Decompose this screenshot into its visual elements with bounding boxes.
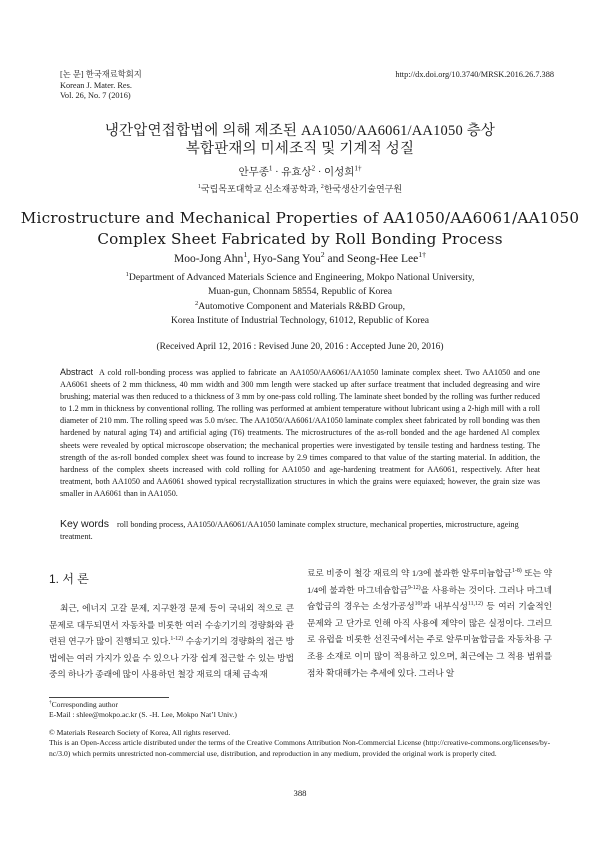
english-title-line1: Microstructure and Mechanical Properties of AA1050/AA6061/AA1050 [20, 209, 580, 227]
body-column-left [49, 600, 294, 683]
doi-link[interactable]: http://dx.doi.org/10.3740/MRSK.2016.26.7.388 [395, 70, 554, 79]
section-heading: 1. 서 론 [49, 572, 89, 586]
journal-volume: Vol. 26, No. 7 (2016) [60, 91, 131, 100]
affiliation-line: Muan-gun, Chonnam 58554, Republic of Korea [207, 286, 393, 298]
korean-affiliation [0, 182, 600, 195]
affiliation-mark: 1 [197, 184, 201, 190]
english-authors [0, 250, 600, 265]
author-separator: , [247, 253, 253, 265]
english-title-line2: Complex Sheet Fabricated by Roll Bonding Process [97, 230, 503, 248]
affiliation-mark: 2 [320, 184, 324, 190]
copyright-note [49, 728, 554, 759]
affiliation-text: Automotive Component and Materials R&BD Group, [198, 300, 406, 312]
affiliation-line: Korea Institute of Industrial Technology, 61012, Republic of Korea [170, 315, 430, 327]
author-name: Moo-Jong Ahn [173, 253, 244, 265]
affiliation-mark: 1† [354, 164, 362, 173]
abstract [60, 366, 540, 500]
affiliation-mark: 2 [311, 164, 316, 173]
body-text: 최근, 에너지 고갈 문제, 지구환경 문제 등이 국내외 적으로 큰 문제로 대두되면서 자동차를 비롯한 여러 수송기기의 경량화와 관련된 연구가 많이 진행되고 있다. [49, 603, 294, 647]
citation-ref: 9-12) [407, 584, 421, 591]
author-name: Seong-Hee Lee [346, 253, 419, 265]
journal-header [60, 70, 142, 102]
author-name: Hyo-Sang You [252, 253, 321, 265]
affiliation-text: Department of Advanced Materials Science and Engineering, Mokpo National University, [128, 272, 475, 283]
affiliation-text: 한국생산기술연구원 [323, 184, 403, 194]
keywords-label: Key words [60, 518, 110, 530]
license-text: This is an Open-Access article distributed under the terms of the Creative Commons Attribution Non-Commercial License (http://creative-commons.org/licenses/by-nc/3.0) which permits unrestricted non-commercial use, distribution, and reproduction in any medium, provided the original work is properly cited. [49, 738, 551, 758]
body-text: 등 여러 기술적인 문제와 고 단가로 인해 아직 사용에 제약이 많은 실정이다. 그러므로 유럽을 비롯한 선진국에서는 주로 알루미늄합금을 자동차용 구조용 소재로 이미 많이 적용하고 있으며, 최근에는 그 적용 범위를 점차 확대해가는 추세에 있다. 그러나 알 [307, 601, 552, 678]
author-separator: and [324, 253, 347, 265]
affiliation-line [0, 300, 600, 314]
received-dates: (Received April 12, 2016 : Revised June 20, 2016 : Accepted June 20, 2016) [156, 342, 444, 352]
citation-ref: 1-12) [170, 636, 184, 643]
dagger-mark: † [49, 699, 52, 706]
body-column-right [307, 565, 552, 681]
affiliation-mark: 2 [320, 250, 325, 260]
corresponding-email: E-Mail : shlee@mokpo.ac.kr (S. -H. Lee, Mokpo Nat’l Univ.) [49, 710, 237, 720]
korean-authors [0, 164, 600, 179]
korean-title [0, 122, 600, 158]
author-name: 유효상 [281, 167, 312, 178]
journal-name: Korean J. Mater. Res. [60, 80, 132, 90]
corresponding-label [49, 700, 554, 710]
author-name: 안무종 [238, 167, 269, 178]
author-separator: · [272, 167, 282, 178]
author-name: 이성희 [323, 167, 355, 178]
korean-title-line1: 냉간압연접합법에 의해 제조된 AA1050/AA6061/AA1050 층상 [104, 123, 496, 139]
body-text: 을 사용하는 것이다. 그러나 마그네슘합금의 경우는 소성가공성 [307, 584, 552, 612]
body-text: 또는 약 1/4에 불과한 마그네슘합금 [307, 568, 552, 595]
affiliation-mark: 1 [125, 270, 129, 278]
footnote-divider [49, 697, 169, 698]
keywords-text: roll bonding process, AA1050/AA6061/AA1050 laminate complex structure, mechanical properties, microstructure, ageing treatment. [60, 520, 519, 542]
corresponding-text: Corresponding author [51, 700, 119, 709]
affiliation-mark: 1 [243, 250, 248, 260]
affiliation-line [0, 271, 600, 285]
corresponding-author-note [49, 700, 554, 721]
citation-ref: 11,12) [467, 601, 483, 608]
affiliation-text: 국립목포대학교 신소재공학과, [200, 184, 321, 194]
abstract-text: A cold roll-bonding process was applied to fabricate an AA1050/AA6061/AA1050 laminate complex sheet. Two AA1050 and one AA6061 sheets of 2 mm thickness, 40 mm width and 300 mm length were stacked up after surface treatment that included degreasing and wire brushing; material was then reduced to a thickness of 3 mm by one-pass cold rolling. The laminate sheet bonded by the rolling was further reduced to 1.2 mm in thickness by conventional rolling. The rolling was performed at ambient temperature without lubricant using a 2-high mill with a roll diameter of 210 mm. The rolling speed was 5.0 m/sec. The AA1050/AA6061/AA1050 laminate complex sheet fabricated by roll bonding was then hardened by natural aging T4) and artificial aging (T6) treatments. The microstructures of the as-roll bonded and the age hardened Al complex sheets were revealed by optical microscope observation; the mechanical properties were investigated by tensile testing and hardness testing. The strength of the as-roll bonded complex sheet was found to increase by 2.9 times compared to that value of the starting material. In addition, the hardness of the complex sheets increased with cold rolling for AA1050 and age-hardening treatment for AA6061, respectively. After heat treatment, both AA1050 and AA6061 showed typical recrystallization structures in which the grains were equiaxed; however, the grain size was smaller in AA6061 than in AA1050. [60, 368, 540, 498]
affiliation-mark: 1† [418, 250, 426, 260]
english-title [0, 208, 600, 250]
korean-title-line2: 복합판재의 미세조직 및 기계적 성질 [185, 141, 415, 157]
body-text: 료로 비중이 철강 재료의 약 1/3에 불과한 알루미늄합금 [307, 568, 512, 578]
body-text: 과 내부식성 [422, 601, 468, 612]
page-number: 388 [293, 788, 307, 798]
abstract-label: Abstract [60, 367, 94, 377]
affiliation-mark: 1 [268, 164, 273, 173]
journal-type-label: [논 문] 한국재료학회지 [60, 70, 142, 79]
affiliation-mark: 2 [194, 299, 199, 307]
author-separator: · [315, 167, 324, 178]
copyright-text: © Materials Research Society of Korea, All rights reserved. [49, 728, 231, 737]
citation-ref: 1-8) [511, 568, 522, 575]
keywords [60, 518, 540, 543]
english-affiliations [0, 271, 600, 329]
body-text: 수송기기의 경량화의 접근 방법에는 여러 가지가 있을 수 있으나 가장 쉽게 접근할 수 있는 방법 중의 하나가 종래에 많이 사용하던 철강 재료의 대체 금속재 [49, 636, 294, 680]
citation-ref: 10) [414, 601, 423, 608]
